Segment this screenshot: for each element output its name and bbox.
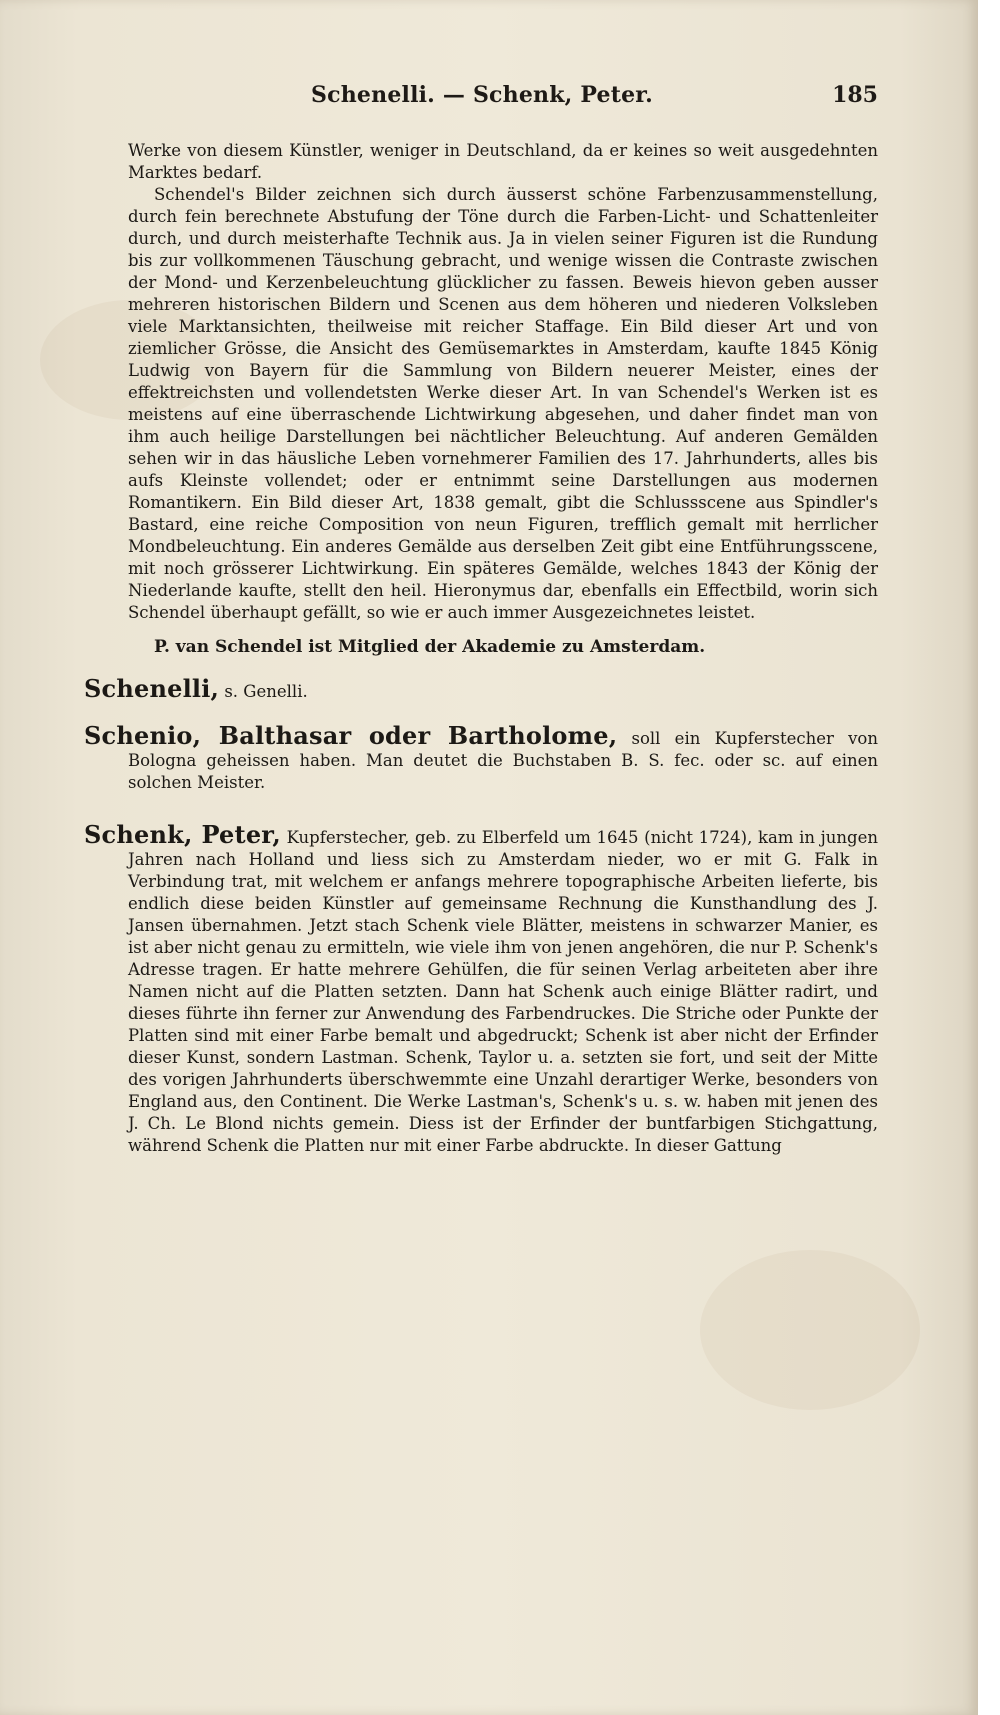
dictionary-entry <box>84 721 878 794</box>
entry-text: soll ein Kupferstecher von Bologna geheissen haben. Man deutet die Buchstaben B. S. fec. oder sc. auf einen solchen Meister. <box>128 729 878 792</box>
entry-text: Kupferstecher, geb. zu Elberfeld um 1645 (nicht 1724), kam in jungen Jahren nach Holland und liess sich zu Amsterdam nieder, wo er mit G. Falk in Verbindung trat, mit welchem er anfangs mehrere topographische Arbeiten lieferte, bis endlich diese beiden Künstler auf gemeinsame Rechnung die Kunsthandlung des J. Jansen übernahmen. Jetzt stach Schenk viele Blätter, meistens in schwarzer Manier, es ist aber nicht genau zu ermitteln, wie viele ihm von jenen angehören, die nur P. Schenk's Adresse tragen. Er hatte mehrere Gehülfen, die für seinen Verlag arbeiteten aber ihre Namen nicht auf die Platten setzten. Dann hat Schenk auch einige Blätter radirt, und dieses führte ihn ferner zur Anwendung des Farbendruckes. Die Striche oder Punkte der Platten sind mit einer Farbe bemalt und abgedruckt; Schenk ist aber nicht der Erfinder dieser Kunst, sondern Lastman. Schenk, Taylor u. a. setzten sie fort, und seit der Mitte des vorigen Jahrhunderts überschwemmte eine Unzahl derartiger Werke, besonders von England aus, den Continent. Die Werke Lastman's, Schenk's u. s. w. haben mit jenen des J. Ch. Le Blond nichts gemein. Diess ist der Erfinder der buntfarbigen Stichgattung, während Schenk die Platten nur mit einer Farbe abdruckte. In dieser Gattung <box>128 828 878 1155</box>
running-title: Schenelli. — Schenk, Peter. <box>311 82 653 108</box>
page-number: 185 <box>832 82 878 108</box>
entry-headword: Schenio, Balthasar oder Bartholome, <box>84 721 618 750</box>
entry-text: s. Genelli. <box>224 682 308 701</box>
paragraph: Werke von diesem Künstler, weniger in Deutschland, da er keines so weit ausgedehnten Marktes bedarf. <box>128 141 878 182</box>
page-header <box>86 82 878 116</box>
entry-headword: Schenk, Peter, <box>84 820 281 849</box>
page-body <box>84 140 878 1157</box>
entry-headword: Schenelli, <box>84 674 220 703</box>
paragraph: Schendel's Bilder zeichnen sich durch äusserst schöne Farbenzusammenstellung, durch fein berechnete Abstufung der Töne durch die Farben-Licht- und Schattenleiter durch, und durch meisterhafte Technik aus. Ja in vielen seiner Figuren ist die Rundung bis zur vollkommenen Täuschung gebracht, und wenige wissen die Contraste zwischen der Mond- und Kerzenbeleuchtung glücklicher zu fassen. Beweis hievon geben ausser mehreren historischen Bildern und Scenen aus dem höheren und niederen Volksleben viele Marktansichten, theilweise mit reicher Staffage. Ein Bild dieser Art und von ziemlicher Grösse, die Ansicht des Gemüsemarktes in Amsterdam, kaufte 1845 König Ludwig von Bayern für die Sammlung von Bildern neuerer Meister, eines der effektreichsten und vollendetsten Werke dieser Art. In van Schendel's Werken ist es meistens auf eine überraschende Lichtwirkung abgesehen, und daher findet man von ihm auch heilige Darstellungen bei nächtlicher Beleuchtung. Auf anderen Gemälden sehen wir in das häusliche Leben vornehmerer Familien des 17. Jahrhunderts, alles bis aufs Kleinste vollendet; oder er entnimmt seine Darstellungen aus modernen Romantikern. Ein Bild dieser Art, 1838 gemalt, gibt die Schlussscene aus Spindler's Bastard, eine reiche Composition von neun Figuren, trefflich gemalt mit herrlicher Mondbeleuchtung. Ein anderes Gemälde aus derselben Zeit gibt eine Entführungsscene, mit noch grösserer Lichtwirkung. Ein späteres Gemälde, welches 1843 der König der Niederlande kaufte, stellt den heil. Hieronymus dar, ebenfalls ein Effectbild, worin sich Schendel überhaupt gefällt, so wie er auch immer Ausgezeichnetes leistet. <box>128 185 878 622</box>
dictionary-entry <box>84 674 878 703</box>
paper-stain <box>700 1250 920 1410</box>
membership-note: P. van Schendel ist Mitglied der Akademie zu Amsterdam. <box>154 637 706 657</box>
dictionary-entry <box>84 820 878 1157</box>
